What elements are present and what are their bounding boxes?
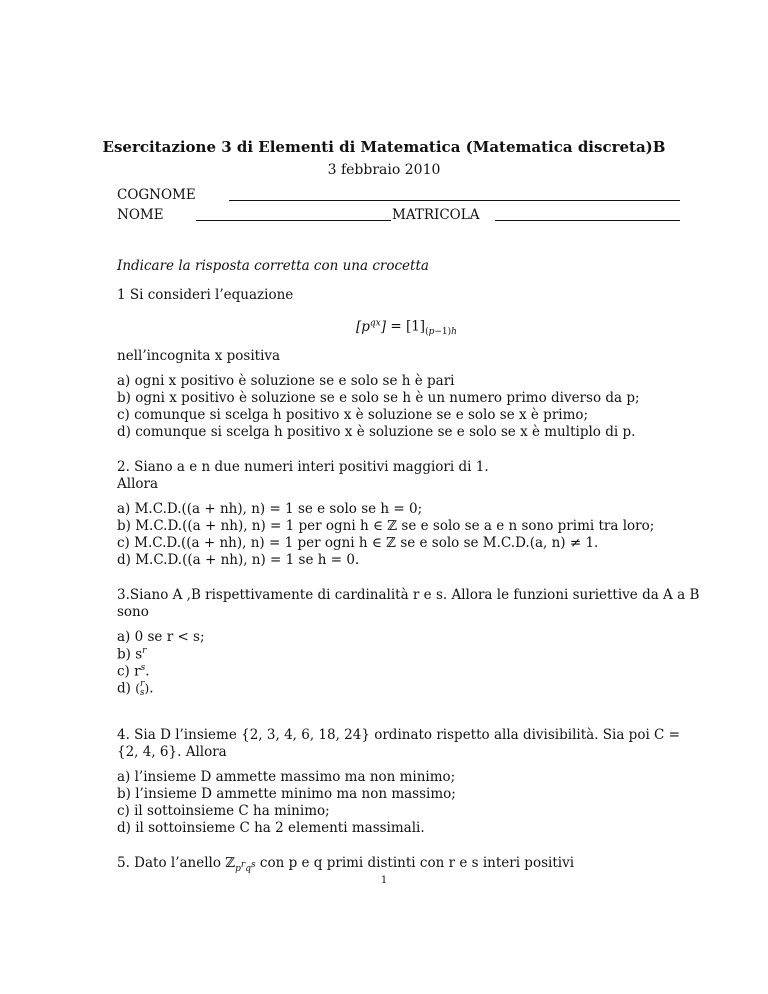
q2-option-b[interactable]: b) M.C.D.((a + nh), n) = 1 per ogni h ∈ ℤ se e solo se a e n sono primi tra loro;: [117, 518, 655, 534]
q4-option-b[interactable]: b) l’insieme D ammette minimo ma non massimo;: [117, 786, 456, 802]
q3-line2: sono: [117, 604, 149, 620]
matricola-line[interactable]: [495, 220, 680, 221]
page-number: 1: [380, 875, 388, 886]
q1-equation: $[p^{qx}] = [1]_{(p-1)h}$: [356, 318, 457, 338]
nome-line[interactable]: [196, 220, 391, 221]
q3-option-d[interactable]: d) (r s).: [117, 679, 154, 698]
q1-option-a[interactable]: a) ogni x positivo è soluzione se e solo se h è pari: [117, 373, 455, 389]
q4-option-d[interactable]: d) il sottoinsieme C ha 2 elementi massimali.: [117, 820, 425, 836]
q1-intro: 1 Si consideri l’equazione: [117, 287, 294, 303]
q4-line1: 4. Sia D l’insieme {2, 3, 4, 6, 18, 24} ordinato rispetto alla divisibilità. Sia poi C =: [117, 727, 680, 743]
q2-option-d[interactable]: d) M.C.D.((a + nh), n) = 1 se h = 0.: [117, 552, 360, 568]
q3-option-a[interactable]: a) 0 se r < s;: [117, 629, 205, 645]
q2-option-a[interactable]: a) M.C.D.((a + nh), n) = 1 se e solo se h = 0;: [117, 501, 423, 517]
q3-line1: 3.Siano A ,B rispettivamente di cardinalità r e s. Allora le funzioni suriettive da A a B: [117, 587, 700, 603]
cognome-label: COGNOME: [117, 187, 196, 203]
q3-option-b[interactable]: b) $s^r$: [117, 646, 147, 663]
q2-option-c[interactable]: c) M.C.D.((a + nh), n) = 1 per ogni h ∈ ℤ se e solo se M.C.D.(a, n) ≠ 1.: [117, 535, 599, 551]
q5-line1: 5. Dato l’anello ℤ$_{p^rq^s}$ con p e q primi distinti con r e s interi positivi: [117, 855, 575, 874]
q1-option-c[interactable]: c) comunque si scelga h positivo x è soluzione se e solo se x è primo;: [117, 407, 589, 423]
q2-line2: Allora: [117, 476, 159, 492]
q4-option-a[interactable]: a) l’insieme D ammette massimo ma non minimo;: [117, 769, 456, 785]
instructions: Indicare la risposta corretta con una crocetta: [117, 258, 429, 274]
document-date: 3 febbraio 2010: [327, 162, 441, 178]
q2-line1: 2. Siano a e n due numeri interi positivi maggiori di 1.: [117, 459, 489, 475]
q4-line2: {2, 4, 6}. Allora: [117, 744, 227, 760]
matricola-label: MATRICOLA: [392, 207, 480, 223]
q1-after: nell’incognita x positiva: [117, 348, 281, 364]
q1-option-b[interactable]: b) ogni x positivo è soluzione se e solo se h è un numero primo diverso da p;: [117, 390, 640, 406]
q3-option-c[interactable]: c) $r^s$.: [117, 663, 150, 680]
document-title: Esercitazione 3 di Elementi di Matematica (Matematica discreta)B: [102, 138, 666, 156]
q4-option-c[interactable]: c) il sottoinsieme C ha minimo;: [117, 803, 330, 819]
cognome-line[interactable]: [229, 200, 680, 201]
q1-option-d[interactable]: d) comunque si scelga h positivo x è soluzione se e solo se x è multiplo di p.: [117, 424, 636, 440]
nome-label: NOME: [117, 207, 164, 223]
